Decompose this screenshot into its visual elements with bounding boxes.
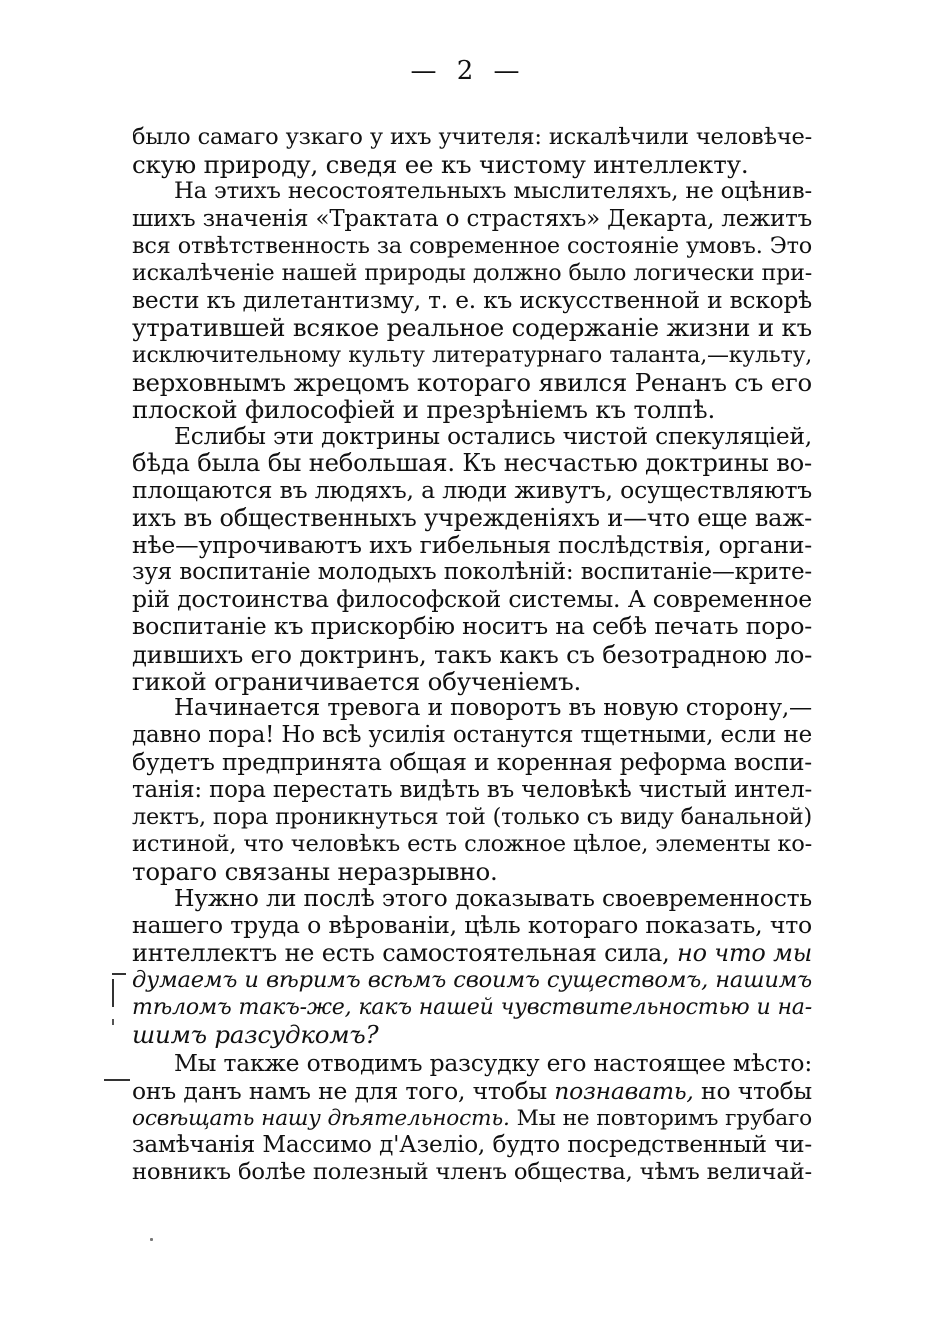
text-line: вся отвѣтственность за современное состояніе умовъ. Это	[132, 232, 812, 259]
text-line: дившихъ его доктринъ, такъ какъ съ безотрадною ло-	[132, 639, 813, 669]
bracket-bottom-tick	[104, 1079, 130, 1081]
body-text	[132, 124, 812, 1186]
pencil-margin-bracket	[104, 973, 130, 1085]
text-line: воспитаніе къ прискорбію носитъ на себѣ печать поро-	[132, 612, 812, 641]
text-line: давно пора! Но всѣ усилія останутся тщетными, если не	[132, 722, 812, 749]
text-line: искалѣченіе нашей природы должно было логически при-	[132, 259, 812, 286]
text-line: скую природу, сведя ее къ чистому интеллекту.	[132, 150, 749, 180]
text-line: Нужно ли послѣ этого доказывать своевременность	[174, 884, 812, 913]
text-line: Мы также отводимъ разсудку его настоящее мѣсто:	[174, 1049, 812, 1078]
text-line: зуя воспитаніе молодыхъ поколѣній: воспитаніе—крите-	[132, 559, 812, 585]
text-line: будетъ предпринята общая и коренная реформа воспи-	[132, 748, 812, 777]
text-run: Мы не повторимъ грубаго	[516, 1105, 812, 1131]
text-line: Еслибы эти доктрины остались чистой спекуляціей,	[174, 423, 812, 451]
text-line: гикой ограничивается обученіемъ.	[132, 666, 582, 696]
text-line	[132, 1078, 812, 1105]
text-line: утратившей всякое реальное содержаніе жизни и къ	[132, 313, 812, 343]
text-line: ихъ въ общественныхъ учрежденіяхъ и—что еще важ-	[132, 503, 813, 532]
text-line: было самаго узкаго у ихъ учителя: искалѣчили человѣче-	[132, 124, 812, 150]
bracket-top-tick	[112, 973, 126, 975]
bracket-bar	[112, 979, 114, 1007]
text-line: площаются въ людяхъ, а люди живутъ, осуществляютъ	[132, 476, 812, 505]
text-line: верховнымъ жрецомъ котораго явился Ренанъ съ его	[132, 367, 812, 397]
text-line: шихъ значенія «Трактата о страстяхъ» Декарта, лежитъ	[132, 205, 812, 232]
text-line	[132, 940, 812, 967]
text-line: нашего труда о вѣрованіи, цѣль котораго показать, что	[132, 911, 812, 940]
text-line: замѣчанія Массимо д'Азеліо, будто посредственный чи-	[132, 1131, 812, 1158]
text-line: новникъ болѣе полезный членъ общества, чѣмъ величай-	[132, 1159, 812, 1186]
text-line: исключительному культу литературнаго таланта,—культу,	[132, 342, 812, 368]
text-line: танія: пора перестать видѣть въ человѣкѣ чистый интел-	[132, 776, 812, 803]
text-line: плоской философіей и презрѣніемъ къ толпѣ.	[132, 394, 716, 424]
text-run: онъ данъ намъ не для того, чтобы	[132, 1076, 547, 1105]
text-line: вести къ дилетантизму, т. е. къ искусственной и вскорѣ	[132, 287, 812, 315]
text-line: рій достоинства философской системы. А современное	[132, 585, 812, 614]
page-number: — 2 —	[410, 56, 526, 86]
text-line: тѣломъ такъ-же, какъ нашей чувствительностью и на-	[132, 995, 812, 1020]
italic-text-run: но что мы	[677, 938, 812, 967]
text-run: но чтобы	[701, 1076, 812, 1105]
text-line: бѣда была бы небольшая. Къ несчастью доктрины во-	[132, 449, 812, 478]
text-run: интеллектъ не есть самостоятельная сила,	[132, 938, 670, 967]
text-line: думаемъ и вѣримъ всѣмъ своимъ существомъ, нашимъ	[132, 966, 812, 993]
text-line: На этихъ несостоятельныхъ мыслителяхъ, не оцѣнив-	[174, 178, 812, 205]
stray-ink-mark	[150, 1238, 153, 1241]
text-line	[132, 1105, 812, 1132]
italic-text-run: познавать,	[554, 1076, 694, 1105]
text-line: шимъ разсудкомъ?	[132, 1020, 379, 1050]
text-line: тораго связаны неразрывно.	[132, 857, 498, 887]
text-line: Начинается тревога и поворотъ въ новую сторону,—	[174, 694, 812, 721]
italic-text-run: освѣщать нашу дѣятельность.	[132, 1105, 510, 1131]
bracket-dot	[112, 1019, 114, 1025]
text-line: истиной, что человѣкъ есть сложное цѣлое, элементы ко-	[132, 830, 812, 857]
text-line: лектъ, пора проникнуться той (только съ виду банальной)	[132, 803, 812, 830]
text-line: нѣе—упрочиваютъ ихъ гибельныя послѣдствія, органи-	[132, 530, 812, 559]
